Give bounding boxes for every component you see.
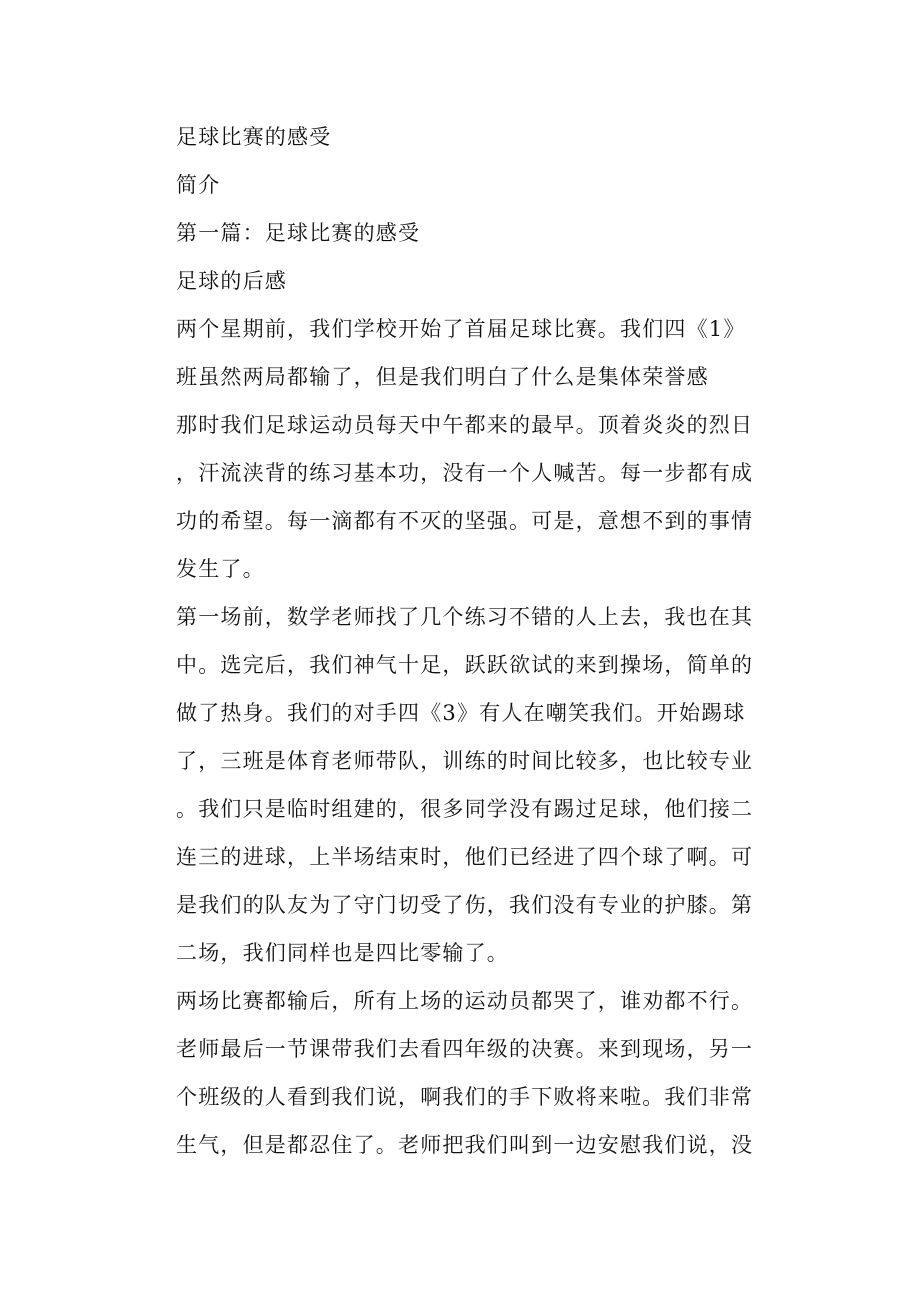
section-heading-intro: 简介: [176, 173, 221, 197]
text-line: 班虽然两局都输了，但是我们明白了什么是集体荣誉感: [176, 365, 709, 389]
essay-title: 足球的后感: [176, 269, 287, 293]
text-line: 。我们只是临时组建的，很多同学没有踢过足球，他们接二: [176, 797, 754, 821]
text-line: 二场，我们同样也是四比零输了。: [176, 941, 509, 965]
text-line: 那时我们足球运动员每天中午都来的最早。顶着炎炎的烈日: [176, 413, 754, 437]
text-line: 中。选完后，我们神气十足，跃跃欲试的来到操场，简单的: [176, 653, 754, 677]
text-line: 是我们的队友为了守门切受了伤，我们没有专业的护膝。第: [176, 893, 754, 917]
text-line: 两个星期前，我们学校开始了首届足球比赛。我们四《1》: [176, 317, 746, 341]
text-line: 两场比赛都输后，所有上场的运动员都哭了，谁劝都不行。: [176, 989, 754, 1013]
text-line: 生气，但是都忍住了。老师把我们叫到一边安慰我们说，没: [176, 1133, 754, 1157]
text-line: 功的希望。每一滴都有不灭的坚强。可是，意想不到的事情: [176, 509, 754, 533]
text-line: 了，三班是体育老师带队，训练的时间比较多，也比较专业: [176, 749, 754, 773]
document-body: [176, 113, 754, 1169]
text-line: 发生了。: [176, 557, 265, 581]
text-line: ，汗流浃背的练习基本功，没有一个人喊苦。每一步都有成: [176, 461, 754, 485]
text-line: 做了热身。我们的对手四《3》有人在嘲笑我们。开始踢球: [176, 701, 746, 725]
document-title: 足球比赛的感受: [176, 125, 332, 149]
text-line: 个班级的人看到我们说，啊我们的手下败将来啦。我们非常: [176, 1085, 754, 1109]
text-line: 连三的进球，上半场结束时，他们已经进了四个球了啊。可: [176, 845, 754, 869]
chapter-heading: 第一篇：足球比赛的感受: [176, 221, 421, 245]
text-line: 第一场前，数学老师找了几个练习不错的人上去，我也在其: [176, 605, 754, 629]
text-line: 老师最后一节课带我们去看四年级的决赛。来到现场，另一: [176, 1037, 754, 1061]
